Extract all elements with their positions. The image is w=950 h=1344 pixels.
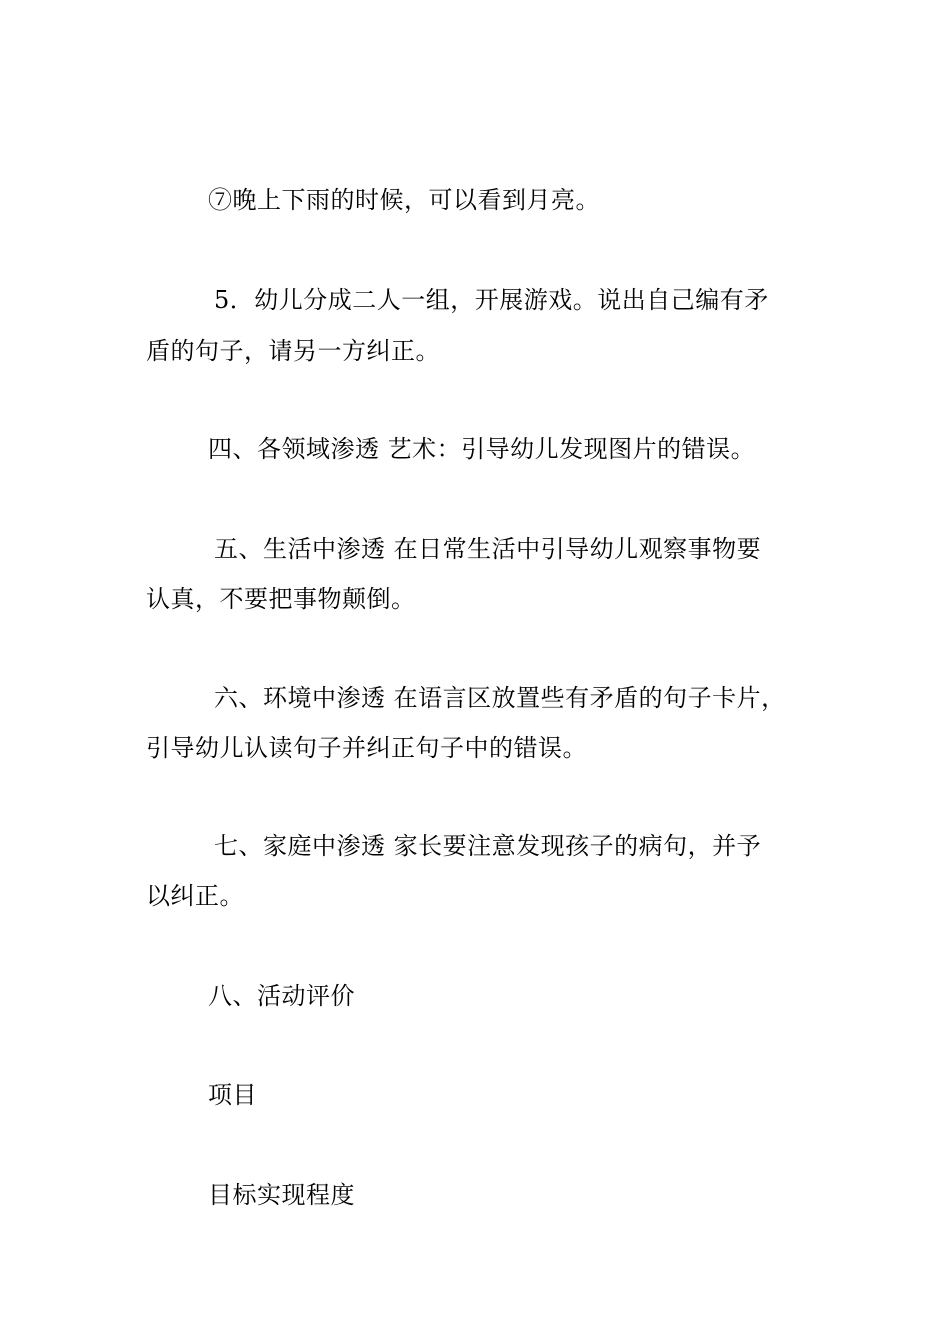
paragraph-item-7-line-1: ⑦晚上下雨的时候，可以看到月亮。	[208, 186, 600, 214]
section-7-line-2: 以纠正。	[146, 882, 244, 910]
table-label-item: 项目	[208, 1081, 257, 1109]
section-6-line-2: 引导幼儿认读句子并纠正句子中的错误。	[146, 734, 587, 762]
paragraph-step-5-line-1: 5．幼儿分成二人一组，开展游戏。说出自己编有矛	[214, 286, 769, 314]
section-5-line-1: 五、生活中渗透 在日常生活中引导幼儿观察事物要	[214, 535, 762, 563]
table-label-goal-achievement: 目标实现程度	[208, 1181, 355, 1209]
section-5-line-2: 认真，不要把事物颠倒。	[146, 585, 416, 613]
section-8-heading: 八、活动评价	[208, 982, 355, 1010]
section-7-line-1: 七、家庭中渗透 家长要注意发现孩子的病句，并予	[214, 832, 762, 860]
section-4-line-1: 四、各领域渗透 艺术：引导幼儿发现图片的错误。	[208, 435, 756, 463]
paragraph-step-5-line-2: 盾的句子，请另一方纠正。	[146, 337, 440, 365]
section-6-line-1: 六、环境中渗透 在语言区放置些有矛盾的句子卡片，	[214, 684, 786, 712]
